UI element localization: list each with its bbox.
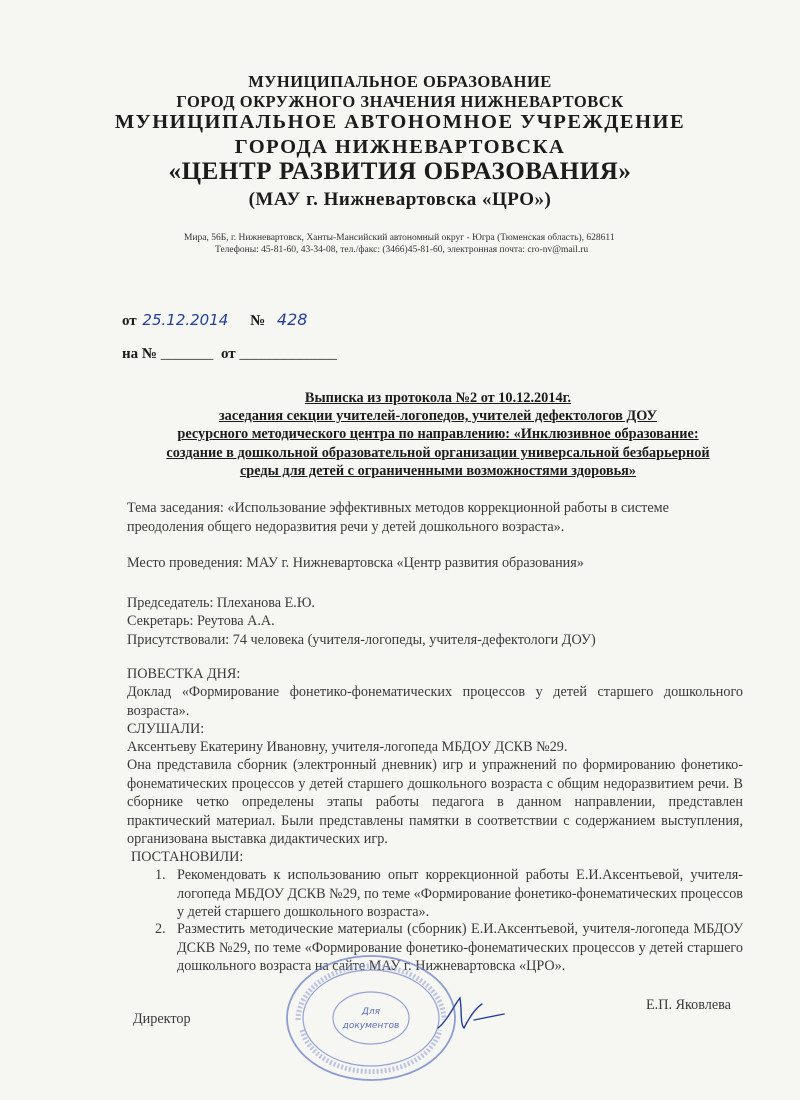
signature-position: Директор: [133, 1011, 191, 1027]
reply-date-blank: _____________: [239, 346, 337, 362]
title-line-2: заседания секции учителей-логопедов, учителей дефектологов ДОУ: [218, 408, 658, 425]
topic-line-2: преодоления общего недоразвития речи у детей дошкольного возраста».: [127, 518, 565, 535]
letterhead-line-5: «ЦЕНТР РАЗВИТИЯ ОБРАЗОВАНИЯ»: [168, 158, 632, 185]
topic-line-1: Тема заседания: «Использование эффективных методов коррекционной работы в системе: [127, 500, 669, 516]
letterhead-line-1: МУНИЦИПАЛЬНОЕ ОБРАЗОВАНИЕ: [248, 72, 552, 91]
heard-heading: СЛУШАЛИ:: [127, 721, 205, 737]
registration-row: [122, 310, 307, 330]
stamp-center-line-1: Для: [361, 1007, 381, 1017]
meeting-topic: [127, 499, 757, 536]
heard-text: Она представила сборник (электронный дневник) игр и упражнений по формированию фонетико-фонематических процессов у детей старшего дошкольного возраста с общим недоразвитием речи. В сборнике четко определены этапы работы педагога в данном направлении, представлен практический материал. Были представлены памятки в соответствии с содержанием выступления, организована выставка дидактических игр.: [127, 757, 743, 847]
title-line-5: среды для детей с ограниченными возможностями здоровья»: [239, 462, 637, 479]
meeting-chair: Председатель: Плеханова Е.Ю.: [127, 595, 315, 611]
registration-date: 25.12.2014: [142, 311, 229, 329]
decided-item-2-number: 2.: [155, 921, 166, 937]
letterhead-contacts: Телефоны: 45-81-60, 43-34-08, тел./факс: (3466)45-81-60, электронная почта: cro-nv@mail.ru: [215, 245, 589, 255]
agenda-text: Доклад «Формирование фонетико-фонематических процессов у детей старшего дошкольного возраста».: [127, 684, 743, 719]
signature-name: Е.П. Яковлева: [646, 997, 731, 1013]
reply-from-label: от: [220, 346, 236, 362]
decided-heading: ПОСТАНОВИЛИ:: [131, 849, 244, 865]
stamp-center-line-2: документов: [342, 1021, 400, 1031]
registration-number: 428: [276, 310, 308, 329]
decided-item-2-text: Разместить методические материалы (сборник) Е.И.Аксентьевой, учителя-логопеда МБДОУ ДСКВ №29, по теме «Формирование фонетико-фонематических процессов у детей старшего дошкольного возраста на сайте МАУ г. Нижневартовска «ЦРО».: [177, 921, 743, 974]
agenda-heading: ПОВЕСТКА ДНЯ:: [127, 666, 241, 682]
decided-item-1-number: 1.: [155, 867, 166, 883]
reply-label: на №: [122, 346, 157, 362]
reply-row: [122, 346, 337, 363]
decided-item-1-text: Рекомендовать к использованию опыт коррекционной работы Е.И.Аксентьевой, учителя-логопеда МБДОУ ДСКВ №29, по теме «Формирование фонетико-фонематических процессов у детей старшего дошкольного возраста».: [177, 867, 743, 920]
letterhead-line-4: ГОРОДА НИЖНЕВАРТОВСКА: [234, 136, 566, 158]
registration-number-label: №: [250, 313, 266, 329]
title-line-1: Выписка из протокола №2 от 10.12.2014г.: [304, 390, 572, 406]
heard-speaker: Аксентьеву Екатерину Ивановну, учителя-логопеда МБДОУ ДСКВ №29.: [127, 739, 568, 755]
title-line-3: ресурсного методического центра по направлению: «Инклюзивное образование:: [177, 426, 699, 443]
handwritten-signature: [430, 990, 510, 1040]
reply-number-blank: _______: [160, 346, 214, 362]
meeting-secretary: Секретарь: Реутова А.А.: [127, 613, 275, 629]
meeting-venue: Место проведения: МАУ г. Нижневартовска «Центр развития образования»: [127, 555, 584, 571]
title-line-4: создание в дошкольной образовательной организации универсальной безбарьерной: [166, 444, 710, 461]
letterhead-address: Мира, 56Б, г. Нижневартовск, Ханты-Мансийский автономный округ - Югра (Тюменская область), 628611: [184, 233, 615, 243]
letterhead-line-2: ГОРОД ОКРУЖНОГО ЗНАЧЕНИЯ НИЖНЕВАРТОВСК: [176, 92, 624, 111]
meeting-attendees: Присутствовали: 74 человека (учителя-логопеды, учителя-дефектологи ДОУ): [127, 632, 596, 648]
document-title: [118, 389, 758, 480]
registration-from-label: от: [122, 313, 137, 329]
letterhead-line-6: (МАУ г. Нижневартовска «ЦРО»): [248, 189, 552, 210]
letterhead-line-3: МУНИЦИПАЛЬНОЕ АВТОНОМНОЕ УЧРЕЖДЕНИЕ: [114, 111, 686, 133]
